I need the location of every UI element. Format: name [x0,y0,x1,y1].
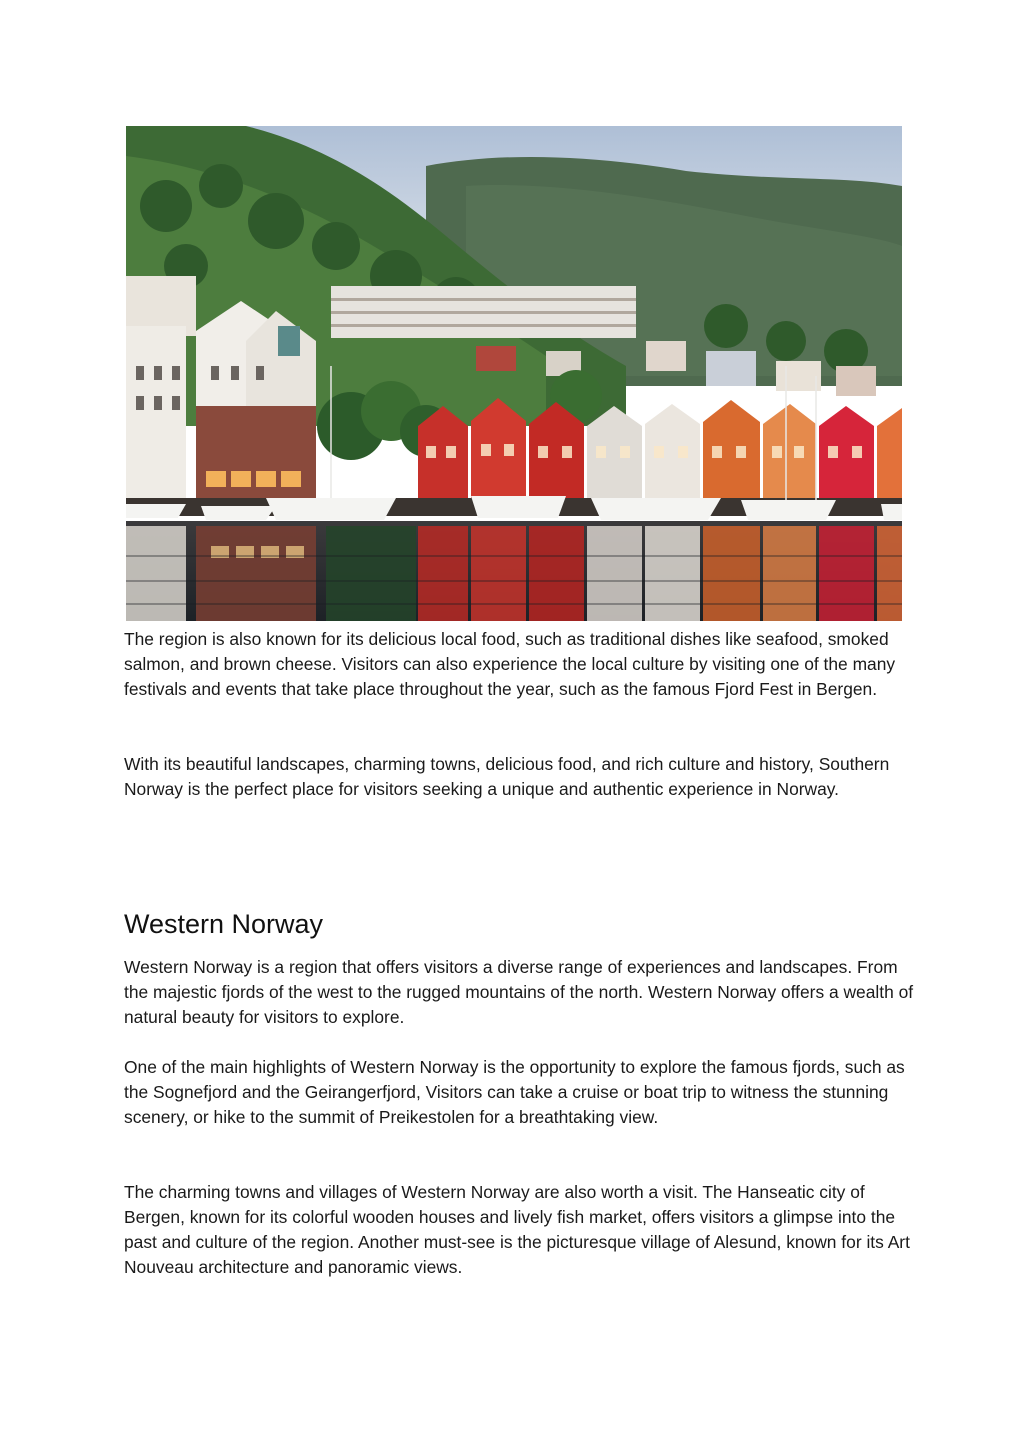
body-paragraph-summary: With its beautiful landscapes, charming towns, delicious food, and rich culture and history, Southern Norway is the perfect place for visitors seeking a unique and authentic experience in Norway. [124,754,890,799]
body-paragraph-food: The region is also known for its delicious local food, such as traditional dishes like seafood, smoked salmon, and brown cheese. Visitors can also experience the local culture by visiting one of the many festivals and events that take place throughout the year, such as the famous Fjord Fest in Bergen. [124,629,896,699]
bergen-harbor-photo [126,126,902,621]
body-paragraph-fjords: One of the main highlights of Western Norway is the opportunity to explore the famous fjords, such as the Sognefjord and the Geirangerfjord, Visitors can take a cruise or boat trip to witness the stunning scenery, or hike to the summit of Preikestolen for a breathtaking view. [124,1057,905,1127]
section-heading: Western Norway [124,909,324,939]
body-paragraph-towns: The charming towns and villages of Western Norway are also worth a visit. The Hanseatic city of Bergen, known for its colorful wooden houses and lively fish market, offers visitors a glimpse into the past and culture of the region. Another must-see is the picturesque village of Alesund, known for its Art Nouveau architecture and panoramic views. [124,1182,910,1277]
body-paragraph-intro: Western Norway is a region that offers visitors a diverse range of experiences and landscapes. From the majestic fjords of the west to the rugged mountains of the north. Western Norway offers a wealth of natural beauty for visitors to explore. [124,957,914,1027]
